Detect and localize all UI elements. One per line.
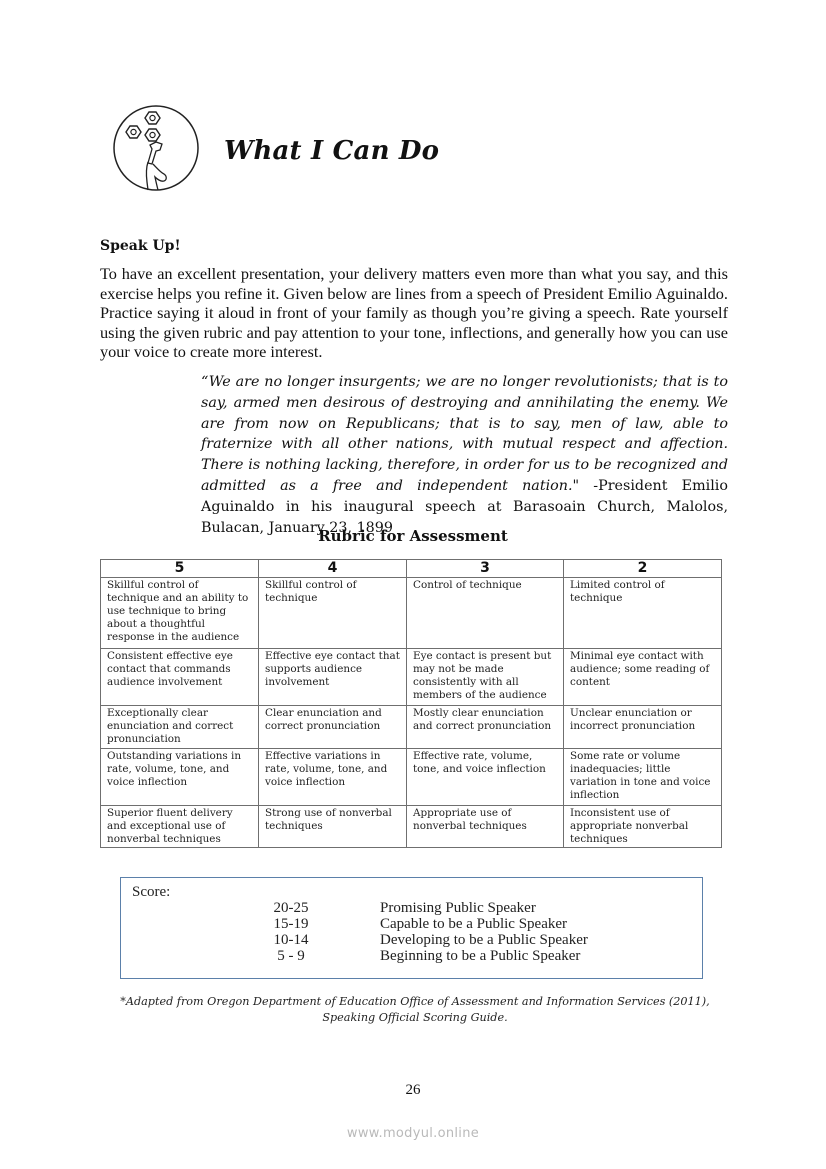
score-row	[121, 932, 702, 948]
rubric-cell: Skillful control of technique and an ability to use technique to bring about a thoughtful response in the audience	[101, 578, 259, 649]
score-guide-box	[120, 877, 703, 979]
speech-quote	[201, 372, 728, 538]
rubric-cell: Limited control of technique	[564, 578, 722, 649]
rubric-cell: Eye contact is present but may not be made consistently with all members of the audience	[407, 649, 564, 706]
rubric-cell: Superior fluent delivery and exceptional use of nonverbal techniques	[101, 806, 259, 848]
score-description: Capable to be a Public Speaker	[380, 916, 568, 932]
table-row	[101, 649, 722, 706]
rubric-cell: Effective eye contact that supports audience involvement	[259, 649, 407, 706]
table-row	[101, 706, 722, 749]
rubric-header-cell: 3	[407, 560, 564, 578]
lesson-header	[112, 104, 612, 200]
score-description: Promising Public Speaker	[380, 900, 536, 916]
rubric-cell: Strong use of nonverbal techniques	[259, 806, 407, 848]
rubric-cell: Effective variations in rate, volume, tone, and voice inflection	[259, 749, 407, 806]
score-row	[121, 948, 702, 964]
quote-attribution: -President Emilio Aguinaldo in his inaugural speech at Barasoain Church, Malolos, Bulacan, January 23, 1899	[201, 477, 728, 536]
table-row	[101, 806, 722, 848]
footnote-line: *Adapted from Oregon Department of Education Office of Assessment and Information Services (2011),	[120, 995, 710, 1008]
rubric-header-row	[101, 560, 722, 578]
table-row	[101, 749, 722, 806]
quote-text: “We are no longer insurgents; we are no longer revolutionists; that is to say, armed men desirous of destroying and annihilating the enemy. We are from now on Republicans; that is to say, men of law, able to fraternize with all other nations, with mutual respect and affection. There is nothing lacking, therefore, in order for us to be recognized and admitted as a free and independent nation."	[201, 374, 728, 494]
rubric-cell: Minimal eye contact with audience; some reading of content	[564, 649, 722, 706]
rubric-cell: Skillful control of technique	[259, 578, 407, 649]
wrench-hand-icon	[112, 104, 200, 192]
rubric-table	[100, 559, 722, 848]
rubric-cell: Consistent effective eye contact that commands audience involvement	[101, 649, 259, 706]
activity-title: Speak Up!	[100, 238, 181, 254]
score-description: Developing to be a Public Speaker	[380, 932, 588, 948]
score-range: 20-25	[273, 900, 309, 916]
rubric-cell: Control of technique	[407, 578, 564, 649]
rubric-cell: Effective rate, volume, tone, and voice inflection	[407, 749, 564, 806]
score-row	[121, 900, 702, 916]
rubric-header-cell: 4	[259, 560, 407, 578]
page-number: 26	[405, 1082, 421, 1098]
footnote-line: Speaking Official Scoring Guide.	[322, 1011, 508, 1024]
score-range: 10-14	[273, 932, 309, 948]
rubric-cell: Appropriate use of nonverbal techniques	[407, 806, 564, 848]
section-heading: What I Can Do	[224, 136, 440, 166]
table-row	[101, 578, 722, 649]
rubric-header-cell: 2	[564, 560, 722, 578]
rubric-cell: Mostly clear enunciation and correct pronunciation	[407, 706, 564, 749]
score-row	[121, 916, 702, 932]
score-label: Score:	[132, 884, 171, 900]
rubric-cell: Inconsistent use of appropriate nonverbal techniques	[564, 806, 722, 848]
score-range: 15-19	[273, 916, 309, 932]
score-range: 5 - 9	[277, 948, 305, 964]
source-footnote	[90, 994, 740, 1026]
rubric-cell: Some rate or volume inadequacies; little variation in tone and voice inflection	[564, 749, 722, 806]
activity-instructions: To have an excellent presentation, your delivery matters even more than what you say, and this exercise helps you refine it. Given below are lines from a speech of President Emilio Aguinaldo. Practice saying it aloud in front of your family as though you’re giving a speech. Rate yourself using the given rubric and pay attention to your tone, inflections, and generally how you can use your voice to create more interest.	[100, 264, 729, 362]
watermark: www.modyul.online	[346, 1126, 480, 1141]
rubric-cell: Clear enunciation and correct pronunciation	[259, 706, 407, 749]
rubric-header-cell: 5	[101, 560, 259, 578]
rubric-cell: Exceptionally clear enunciation and correct pronunciation	[101, 706, 259, 749]
rubric-cell: Unclear enunciation or incorrect pronunciation	[564, 706, 722, 749]
rubric-title: Rubric for Assessment	[318, 527, 508, 545]
score-description: Beginning to be a Public Speaker	[380, 948, 581, 964]
rubric-cell: Outstanding variations in rate, volume, tone, and voice inflection	[101, 749, 259, 806]
